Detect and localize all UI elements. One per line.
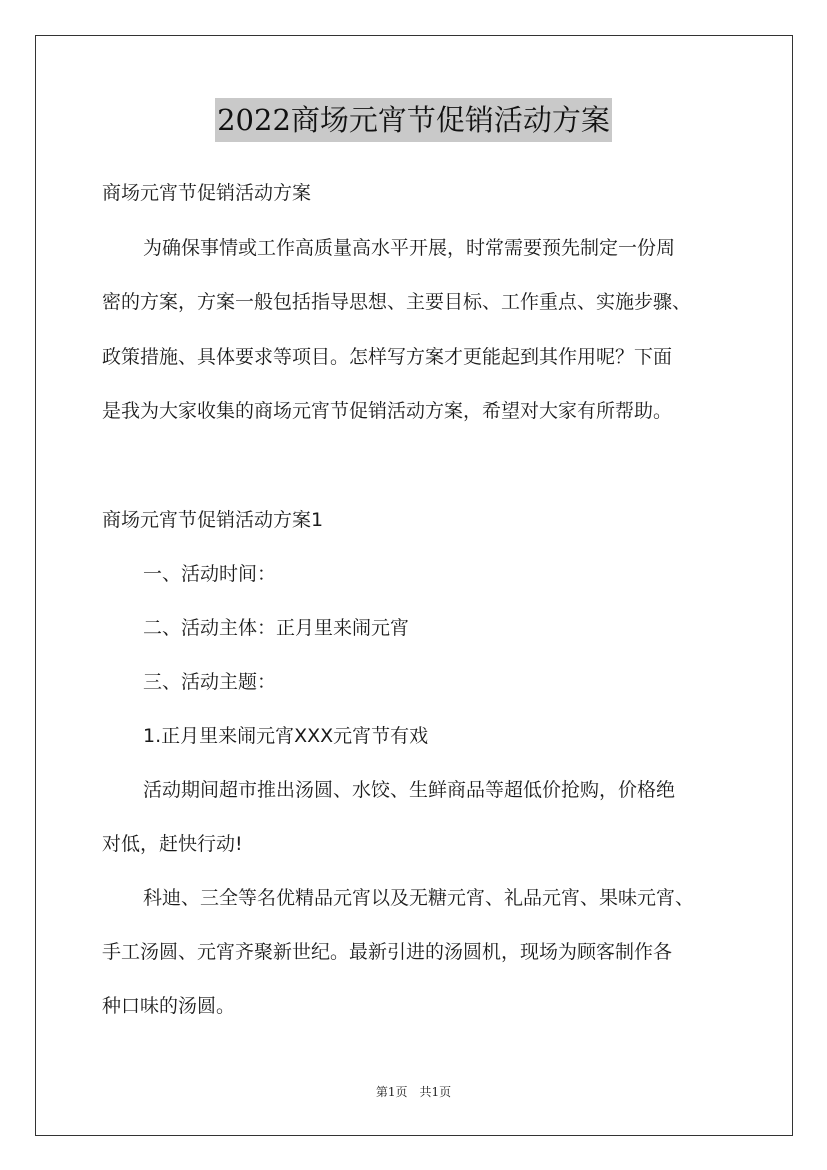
page-total: 共1页 — [419, 1085, 452, 1099]
list-item-theme-1: 1.正月里来闹元宵XXX元宵节有戏 — [143, 725, 429, 747]
list-item-subject: 二、活动主体：正月里来闹元宵 — [143, 617, 410, 639]
intro-line-4: 是我为大家收集的商场元宵节促销活动方案，希望对大家有所帮助。 — [102, 400, 673, 422]
page-footer — [0, 1084, 827, 1100]
intro-line-1: 为确保事情或工作高质量高水平开展，时常需要预先制定一份周 — [143, 237, 676, 259]
list-item-theme: 三、活动主题： — [143, 671, 277, 693]
title-container — [0, 98, 827, 142]
paragraph-2-line-1: 科迪、三全等名优精品元宵以及无糖元宵、礼品元宵、果味元宵、 — [143, 887, 695, 909]
section-heading: 商场元宵节促销活动方案1 — [102, 509, 324, 531]
paragraph-1-line-2: 对低，赶快行动! — [102, 833, 243, 855]
intro-line-2: 密的方案，方案一般包括指导思想、主要目标、工作重点、实施步骤、 — [102, 291, 692, 313]
document-title: 2022商场元宵节促销活动方案 — [215, 98, 612, 142]
paragraph-1-line-1: 活动期间超市推出汤圆、水饺、生鲜商品等超低价抢购，价格绝 — [143, 779, 676, 801]
document-subtitle: 商场元宵节促销活动方案 — [102, 182, 312, 204]
paragraph-2-line-3: 种口味的汤圆。 — [102, 995, 236, 1017]
list-item-time: 一、活动时间： — [143, 563, 277, 585]
page-number: 第1页 — [375, 1085, 408, 1099]
paragraph-2-line-2: 手工汤圆、元宵齐聚新世纪。最新引进的汤圆机，现场为顾客制作各 — [102, 941, 673, 963]
intro-line-3: 政策措施、具体要求等项目。怎样写方案才更能起到其作用呢？下面 — [102, 346, 673, 368]
